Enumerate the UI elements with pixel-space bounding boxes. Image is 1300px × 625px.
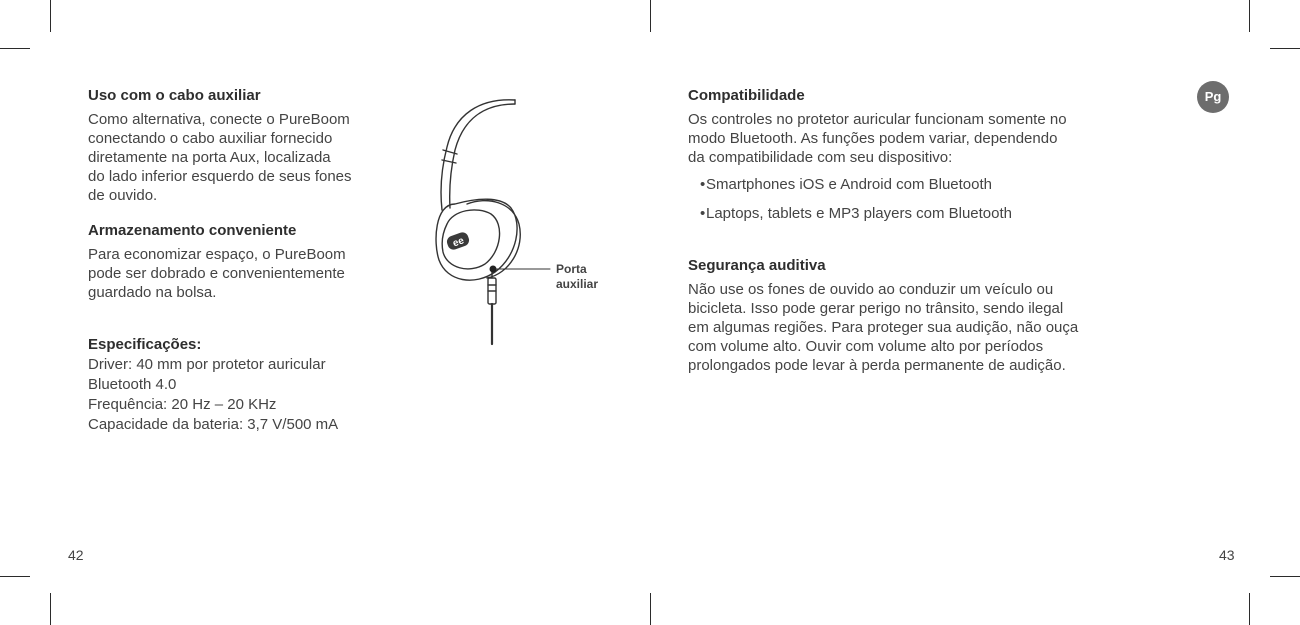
text-line: diretamente na porta Aux, localizada [88, 149, 331, 166]
text-line: pode ser dobrado e convenientemente [88, 265, 345, 282]
headband-inner [450, 104, 515, 208]
crop-mark [1249, 593, 1250, 625]
callout-line: Porta [556, 262, 587, 276]
section-heading-storage: Armazenamento conveniente [88, 222, 297, 239]
text-line: prolongados pode levar à perda permanente de audição. [688, 357, 1066, 374]
aux-cable-paragraph [88, 110, 408, 205]
list-item: •Smartphones iOS e Android com Bluetooth [700, 176, 992, 193]
crop-mark [50, 593, 51, 625]
crop-mark [0, 48, 30, 49]
text-line: de ouvido. [88, 187, 158, 204]
spec-bluetooth: Bluetooth 4.0 [88, 376, 177, 393]
crop-mark [0, 576, 30, 577]
text-line: Para economizar espaço, o PureBoom [88, 246, 346, 263]
text-line: Não use os fones de ouvido ao conduzir um veículo ou [688, 281, 1054, 298]
aux-port-dot [490, 266, 497, 273]
page-number-right: 43 [1219, 547, 1235, 563]
callout-line: auxiliar [556, 277, 599, 291]
crop-mark [50, 0, 51, 32]
section-heading-hearing-safety: Segurança auditiva [688, 257, 826, 274]
crop-mark [1270, 48, 1300, 49]
crop-mark [1270, 576, 1300, 577]
headphones-illustration [425, 92, 565, 352]
text-line: bicicleta. Isso pode gerar perigo no trânsito, sendo ilegal [688, 300, 1064, 317]
text-line: guardado na bolsa. [88, 284, 217, 301]
specs-list [88, 355, 408, 435]
text-line: Como alternativa, conecte o PureBoom [88, 111, 350, 128]
crop-mark [650, 593, 651, 625]
headband-outer [441, 100, 515, 210]
text-line: conectando o cabo auxiliar fornecido [88, 130, 333, 147]
right-page-text [688, 87, 1178, 375]
spec-frequency: Frequência: 20 Hz – 20 KHz [88, 396, 277, 413]
text-line: modo Bluetooth. As funções podem variar, dependendo [688, 130, 1058, 147]
left-page-text [88, 87, 408, 435]
text-line: do lado inferior esquerdo de seus fones [88, 168, 352, 185]
text-line: da compatibilidade com seu dispositivo: [688, 149, 953, 166]
language-badge: Pg [1197, 81, 1229, 113]
storage-paragraph [88, 245, 408, 302]
hearing-safety-paragraph [688, 280, 1178, 375]
compatibility-paragraph [688, 110, 1178, 167]
spec-driver: Driver: 40 mm por protetor auricular [88, 356, 326, 373]
text-line: em algumas regiões. Para proteger sua audição, não ouça [688, 319, 1079, 336]
logo-text: ee [451, 235, 466, 250]
crop-mark [1249, 0, 1250, 32]
section-heading-aux-cable: Uso com o cabo auxiliar [88, 87, 261, 104]
spec-battery: Capacidade da bateria: 3,7 V/500 mA [88, 416, 339, 433]
list-item-text: Smartphones iOS e Android com Bluetooth [706, 176, 992, 193]
section-heading-compatibility: Compatibilidade [688, 87, 805, 104]
compatibility-list [688, 175, 1178, 223]
section-heading-specs: Especificações: [88, 336, 202, 353]
page-number-left: 42 [68, 547, 84, 563]
list-item: •Laptops, tablets e MP3 players com Bluetooth [700, 205, 1013, 222]
text-line: com volume alto. Ouvir com volume alto por períodos [688, 338, 1044, 355]
aux-port-callout [556, 262, 598, 292]
crop-mark [650, 0, 651, 32]
text-line: Os controles no protetor auricular funcionam somente no [688, 111, 1067, 128]
list-item-text: Laptops, tablets e MP3 players com Bluetooth [706, 205, 1013, 222]
